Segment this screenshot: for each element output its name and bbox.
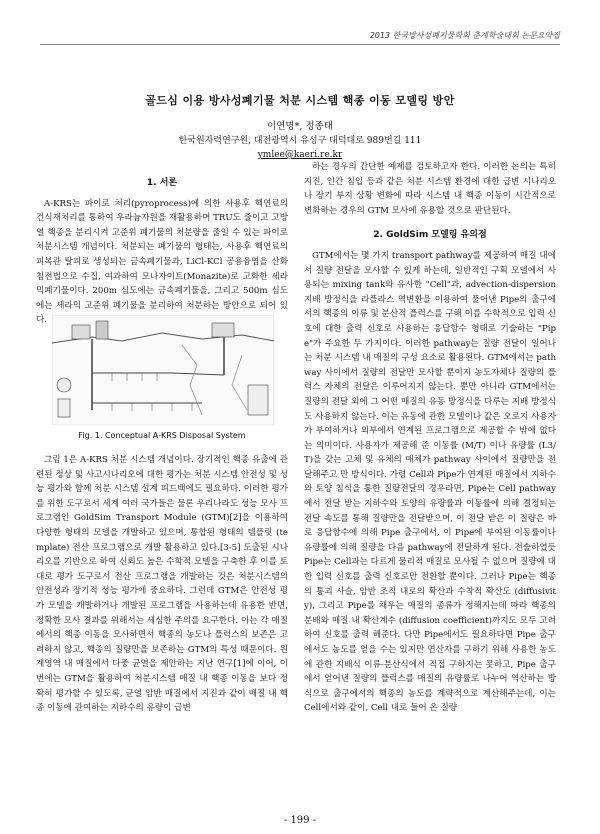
paper-title: 골드심 이용 방사성폐기물 처분 시스템 핵종 이동 모델링 방안 [145,94,455,107]
figure-disposal-system [52,315,274,425]
page-number: - 199 - [283,815,317,826]
section-heading-goldsim: 2. GoldSim 모델링 유의점 [373,230,487,241]
figure-drawing [52,315,274,425]
section-heading-intro: 1. 서론 [146,178,178,188]
header-rule [40,44,560,45]
right-column [304,160,556,800]
intro-paragraph-2: 그림 1은 A-KRS 처분 시스템 개념이다. 장기적인 핵종 유출에 관련된 정상 및 사고시나리오에 대한 평가는 처분 시스템 안전성 및 성능 평가와 함께 처분 시스템 설계 피드백에도 필요하다. 이러한 평가를 위한 도구로서 세계 여러 국가들은 물론 우리나라도 성능 모사 프로그램인 GoldSim Transport Module (GTM)[2]을 이용하여 다양한 형태의 모델을 개발하고 있으며, 통합된 형태의 템플릿 (template) 전산 프로그램으로 개발 활용하고 있다.[3-5] 도출된 시나리오를 기반으로 하여 신뢰도 높은 수학적 모델을 구축한 후 이를 토대로 평가 도구로서 전산 프로그램을 개발하는 것은 처분시스템의 안전성과 장기적 성능 평가에 중요하다. 그런데 GTM은 안전성 평가 모델을 개발하거나 개발된 프로그램을 사용하는데 유용한 반면, 정확한 모사 결과를 위해서는 세심한 주의를 요구한다. 이는 각 매질에서의 핵종 이동을 모사하면서 핵종의 농도나 플럭스의 보존은 고려하지 않고, 핵종의 질량만을 보존하는 GTM의 특성 때문이다. 원계영역 내 매질에서 다중 균열을 제안하는 지난 연구[1]에 이어, 이번에는 GTM을 활용하여 처분시스템 매질 내 핵종 이동을 보다 정확히 평가할 수 있도록, 균열 암반 매질에서 지진과 같이 매질 내 핵종 이동에 관여하는 지하수의 유량이 급변 [36,455,288,714]
left-column-bottom [36,453,288,799]
running-header: 2013 한국방사성폐기물학회 춘계학술대회 논문요약집 [369,31,560,40]
intro-paragraph-1: A-KRS는 파이로 처리(pyroprocess)에 의한 사용후 핵연료의 건식재처리를 통하여 우라늄자원을 재활용하며 TRU도 줄이고 고방열 핵종을 분리시켜 고준위 폐기물의 처분량을 줄일 수 있는 파이로 처분시스템 개념이다. 처분되는 폐기물의 형태는, 사용후 핵연료의 피복관 탈피로 생성되는 금속폐기물과, LiCl-KCl 공용융염을 산화침전법으로 수집, 여과하여 모나자이트(Monazite)로 고화한 세라믹폐기물이다. 200m 심도에는 금속폐기물을, 그리고 500m 심도에는 세라믹 고준위 폐기물을 분리하여 처분하는 방안으로 되어 있다. [36,198,288,326]
email-line [0,150,600,160]
authors: 이연명*, 정종태 [267,121,333,132]
figure-caption: Fig. 1. Conceptual A-KRS Disposal System [78,431,246,440]
affiliation: 한국원자력연구원, 대전광역시 유성구 대덕대로 989번길 111 [178,136,422,146]
intro-continuation: 하는 경우의 간단한 예제를 검토하고자 한다. 이러한 논의는 특히 지진, 인간 침입 등과 같은 처분 시스템 환경에 대한 급변 시나리오나 장기 부지 상황 변화에 따라 시스템 내 핵종 이동이 시간적으로 변화하는 경우의 GTM 모사에 유용할 것으로 판단된다. [304,162,556,216]
goldsim-paragraph: GTM에서는 몇 가지 transport pathway를 제공하여 매질 내에서 질량 전달을 모사할 수 있게 하는데, 일반적인 구획 모델에서 사용되는 mixing tank와 유사한 "Cell"과, advection-dispersion 지배 방정식을 라플라스 역변환을 이용하여 풀어낸 Pipe의 출구에서의 핵종의 이류 및 분산적 플럭스를 구해 이를 수학적으로 입력 신호에 대한 출력 신호로 사용하는 응답함수 형태로 기술하는 "Pipe"가 주요한 두 가지이다. 이러한 pathway는 질량 전달이 일어나는 처분 시스템 내 매질의 구성 요소로 활용된다. GTM에서는 pathway 사이에서 질량의 전달만 모사할 뿐이지 농도자체나 질량의 플럭스 자체의 전달은 이루어지지 않는다. 뿐만 아니라 GTM에서는 질량의 전달 외에 그 어떤 매질의 유동 방정식을 다루는 지배 방정식도 사용하지 않는다. 이는 유동에 관한 모델이나 값은 오로지 사용자가 부여하거나 외부에서 연계된 프로그램으로 제공할 수 밖에 없다는 의미이다. 사용자가 제공해 준 이동률 (M/T) 이나 유량률 (L3/T)을 갖는 고체 및 유체의 매체가 pathway 사이에서 질량만을 전달해주고 만 방식이다. 가령 Cell과 Pipe가 연계된 매질에서 지하수와 토양 침식을 통한 질량전달의 경우라면, Pipe는 Cell pathway에서 전달 받는 지하수와 토양의 유량률과 이동률에 의해 결정되는 전달 속도를 통해 질량만을 전달받으며, 이 전달 받은 이 질량은 바로 응답함수에 의해 Pipe 출구에서, 이 Pipe에 부여된 이동률이나 유량률에 의해 질량을 다음 pathway에 전달하게 된다. 전술하였듯 Pipe는 Cell과는 다르게 물리적 매질로 모사될 수 없으며 질량에 대한 입력 신호를 출력 신호로만 전환할 뿐이다. 그러나 Pipe는 핵종의 통괴 사슬, 암반 조직 내로의 확산과 수착적 확산도 (diffusivity), 그리고 Pipe를 채우는 매질의 종류가 정해지는데 따라 핵종의 분배와 매질 내 확산계수 (diffusion coefficient)까지도 모두 고려하여 신호를 출력 해준다. 다만 Pipe에서도 필요하다면 Pipe 출구에서도 농도를 얻을 수는 있지만 연산자를 구하기 위해 사용한 농도에 관한 지배식 이류-분산식에서 직접 구하지는 못하고, Pipe 출구에서 얻어낸 질량의 플럭스를 매질의 유량률로 나누어 역산하는 방식으로 출구에서의 핵종의 농도를 계략적으로 계산해주는데, 이는 Cell에서와 같이, Cell 내로 들어 온 질량 [304,250,556,714]
email-link[interactable]: ymlee@kaeri.re.kr [257,150,343,160]
